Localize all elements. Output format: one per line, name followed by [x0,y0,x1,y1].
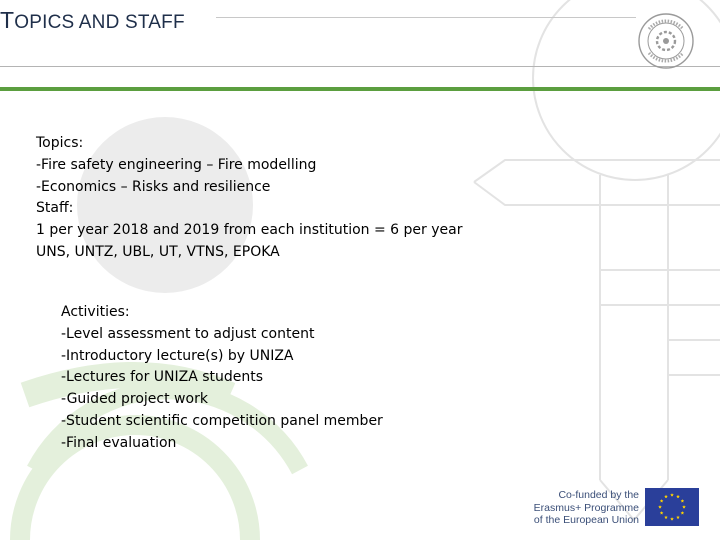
activities-line: -Guided project work [61,391,208,408]
title-rule-top [216,17,636,18]
eu-text-line: Co-funded by the [558,489,639,501]
title-text: OPICS AND STAFF [14,12,185,33]
eu-funding-text [527,489,639,527]
title-initial: T [0,7,15,33]
topics-line: -Economics – Risks and resilience [36,178,271,195]
activities-line: -Lectures for UNIZA students [61,369,264,386]
accent-rule [0,87,720,91]
activities-line: -Level assessment to adjust content [61,325,315,342]
topics-line: -Fire safety engineering – Fire modelling [36,156,317,173]
title-rule [0,66,720,67]
activities-line: -Final evaluation [61,434,177,451]
topics-line: Topics: [36,135,84,151]
staff-line: Staff: [36,200,74,217]
slide-title [0,7,185,34]
staff-line: UNS, UNTZ, UBL, UT, VTNS, EPOKA [36,243,280,260]
activities-line: -Introductory lecture(s) by UNIZA [61,347,294,364]
staff-line: 1 per year 2018 and 2019 from each institution = 6 per year [36,222,463,239]
eu-flag-icon [645,488,699,526]
eu-text-line: of the European Union [533,514,639,526]
activities-text [61,302,383,455]
activities-line: -Student scientific competition panel member [61,412,383,429]
activities-line: Activities: [61,304,130,320]
university-seal-icon [637,12,695,70]
topics-staff-text [36,133,462,264]
eu-text-line: Erasmus+ Programme [533,501,639,514]
